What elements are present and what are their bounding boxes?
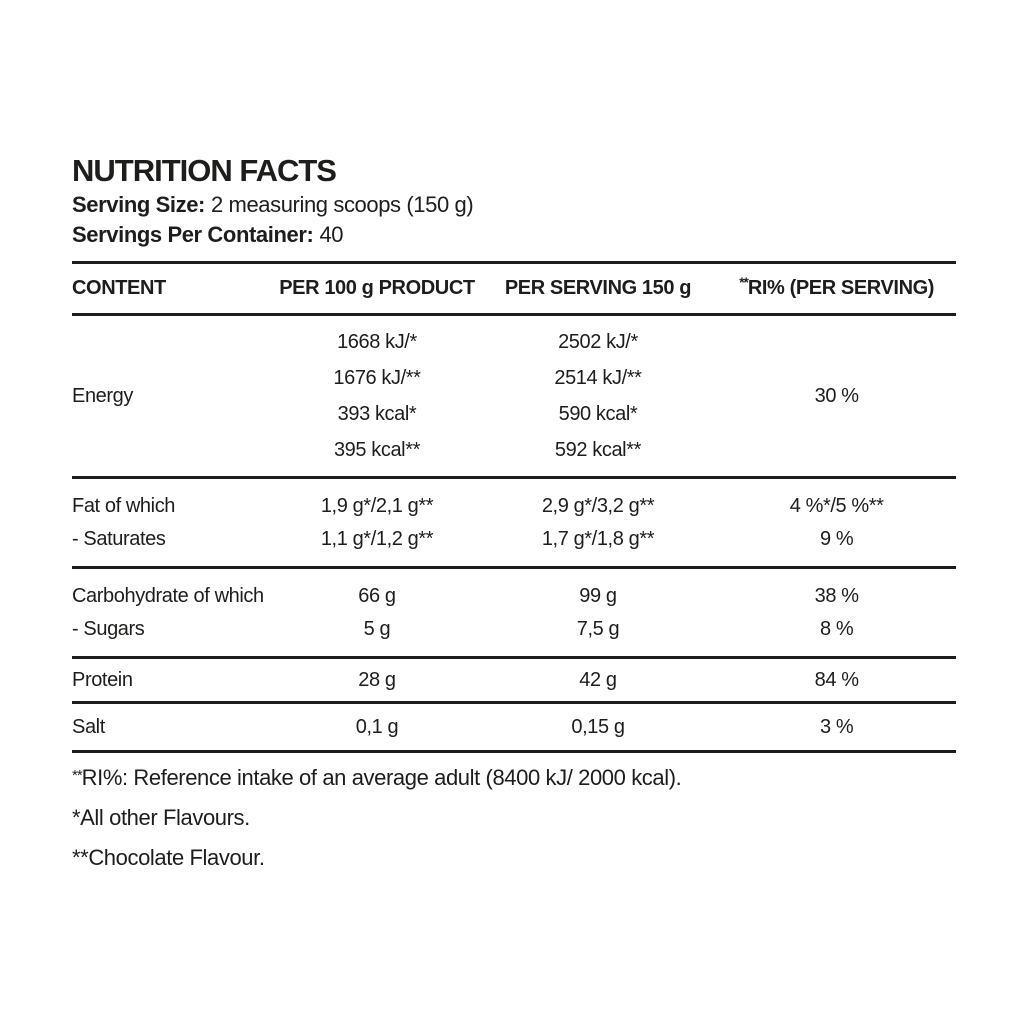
salt-per-100g-value: 0,1 g: [355, 715, 399, 738]
footnote-ri-asterisks: **: [72, 767, 82, 785]
salt-label: Salt: [72, 715, 105, 738]
serving-size-line: [72, 190, 956, 220]
energy-label: Energy: [72, 384, 133, 407]
column-header-ri: [717, 263, 956, 315]
value-line: 1,9 g*/2,1 g**: [320, 495, 434, 517]
protein-per-serving-value: 42 g: [579, 668, 617, 691]
fat-per-serving-cell: [479, 478, 718, 568]
column-header-per-100g: PER 100 g PRODUCT: [279, 277, 475, 299]
table-row-protein: [72, 658, 956, 703]
page-title: NUTRITION FACTS: [72, 153, 336, 188]
value-line: 4 %*/5 %**: [789, 495, 884, 517]
table-row-fat: [72, 478, 956, 568]
fat-label-cell: [72, 478, 275, 568]
protein-label: Protein: [72, 668, 133, 691]
carbohydrate-per-100g-cell: [275, 568, 478, 658]
row-label: - Sugars: [72, 618, 145, 640]
value-line: 393 kcal*: [337, 403, 417, 425]
row-label: - Saturates: [72, 528, 166, 550]
value-line: 8 %: [820, 618, 854, 640]
row-label: Fat of which: [72, 495, 176, 517]
value-line: 38 %: [814, 585, 859, 607]
value-line: 1,1 g*/1,2 g**: [320, 528, 434, 550]
protein-ri-value: 84 %: [814, 668, 859, 691]
value-line: 1,7 g*/1,8 g**: [541, 528, 655, 550]
carbohydrate-label-cell: [72, 568, 275, 658]
serving-size-label: Serving Size:: [72, 192, 205, 217]
value-line: 2514 kJ/**: [554, 367, 642, 389]
column-header-per-serving: PER SERVING 150 g: [504, 277, 692, 299]
row-label: Carbohydrate of which: [72, 585, 264, 607]
energy-per-serving-cell: [479, 315, 718, 478]
value-line: 590 kcal*: [558, 403, 638, 425]
fat-per-100g-cell: [275, 478, 478, 568]
footnote-ri: [72, 758, 956, 798]
value-line: 395 kcal**: [333, 439, 420, 461]
value-line: 1668 kJ/*: [337, 331, 417, 353]
value-line: 2,9 g*/3,2 g**: [541, 495, 655, 517]
carbohydrate-ri-cell: [717, 568, 956, 658]
value-line: 7,5 g: [576, 618, 620, 640]
energy-ri-value: 30 %: [814, 384, 859, 407]
column-header-content: CONTENT: [72, 277, 166, 299]
servings-per-container-line: [72, 220, 956, 250]
footnote-all-other-flavours: *All other Flavours.: [72, 805, 250, 830]
ri-header-text: RI% (PER SERVING): [747, 277, 935, 299]
table-row-salt: [72, 703, 956, 752]
carbohydrate-per-serving-cell: [479, 568, 718, 658]
value-line: 2502 kJ/*: [558, 331, 638, 353]
servings-per-container-label: Servings Per Container:: [72, 222, 314, 247]
value-line: 9 %: [820, 528, 854, 550]
table-row-energy: [72, 315, 956, 478]
footnote-ri-text: RI%: Reference intake of an average adult (8400 kJ/ 2000 kcal).: [81, 765, 682, 790]
value-line: 66 g: [358, 585, 396, 607]
value-line: 1676 kJ/**: [333, 367, 421, 389]
table-header-row: [72, 263, 956, 315]
serving-size-value: 2 measuring scoops (150 g): [210, 192, 474, 217]
fat-ri-cell: [717, 478, 956, 568]
value-line: 99 g: [579, 585, 617, 607]
ri-header-asterisks: **: [739, 275, 748, 291]
footnotes: [72, 758, 956, 878]
protein-per-100g-value: 28 g: [358, 668, 396, 691]
servings-per-container-value: 40: [319, 222, 344, 247]
value-line: 5 g: [363, 618, 391, 640]
energy-per-100g-cell: [275, 315, 478, 478]
nutrition-label: [72, 152, 956, 878]
salt-per-serving-value: 0,15 g: [571, 715, 625, 738]
footnote-chocolate-flavour: **Chocolate Flavour.: [72, 845, 265, 870]
table-row-carbohydrate: [72, 568, 956, 658]
salt-ri-value: 3 %: [820, 715, 854, 738]
nutrition-table: [72, 261, 956, 753]
value-line: 592 kcal**: [554, 439, 641, 461]
